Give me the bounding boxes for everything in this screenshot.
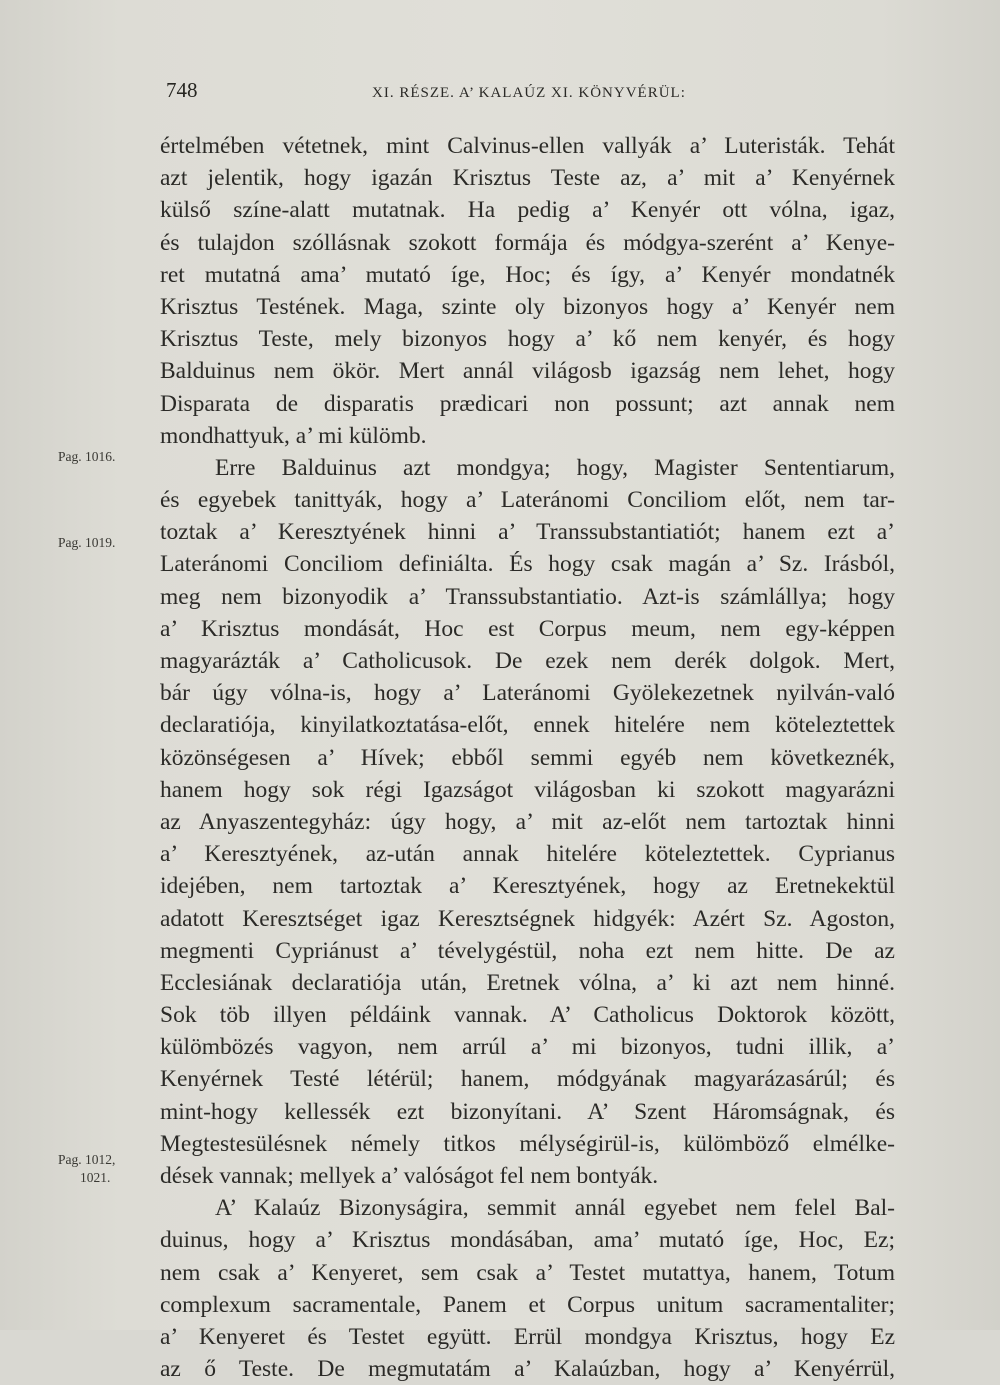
text-line: és tulajdon szóllásnak szokott formája és módgya-szerént a’ Kenye- xyxy=(160,229,895,256)
text-line: megmenti Cypriánust a’ tévelygéstül, noha ezt nem hitte. De az xyxy=(160,937,895,964)
text-line: Balduinus nem ökör. Mert annál világosb igazság nem lehet, hogy xyxy=(160,358,895,385)
margin-note-pag-1019 xyxy=(58,534,115,552)
text-line: mondhattyuk, a’ mi külömb. xyxy=(160,422,427,449)
text-line: a’ Krisztus mondását, Hoc est Corpus meum, nem egy-képpen xyxy=(160,615,895,642)
margin-note-text-cont: 1021. xyxy=(80,1170,111,1185)
margin-note-text: Pag. 1016. xyxy=(58,449,116,464)
text-line: bár úgy vólna-is, hogy a’ Lateránomi Gyölekezetnek nyilván-való xyxy=(160,680,895,707)
text-line: Krisztus Testének. Maga, szinte oly bizonyos hogy a’ Kenyér nem xyxy=(160,293,895,320)
text-line: Erre Balduinus azt mondgya; hogy, Magister Sententiarum, xyxy=(215,454,895,481)
margin-note-pag-1016 xyxy=(58,448,115,466)
text-line: a’ Kenyeret és Testet együtt. Errül mondgya Krisztus, hogy Ez xyxy=(160,1323,895,1350)
text-line: duinus, hogy a’ Krisztus mondásában, ama’ mutató íge, Hoc, Ez; xyxy=(160,1227,895,1254)
text-line: nem csak a’ Kenyeret, sem csak a’ Testet mutattya, hanem, Totum xyxy=(160,1259,895,1286)
text-line: idejében, nem tartoztak a’ Keresztyének, hogy az Eretnekektül xyxy=(160,873,895,900)
text-line: közönségesen a’ Hívek; ebből semmi egyéb nem következnék, xyxy=(160,744,895,771)
running-head xyxy=(166,78,896,108)
text-line: Disparata de disparatis prædicari non possunt; azt annak nem xyxy=(160,390,895,417)
text-line: Ecclesiának declaratiója után, Eretnek vólna, a’ ki azt nem hinné. xyxy=(160,969,895,996)
text-line: Megtestesülésnek némely titkos mélységirül-is, külömböző elmélke- xyxy=(160,1130,895,1157)
margin-note-text: Pag. 1019. xyxy=(58,535,116,550)
text-line: és egyebek tanittyák, hogy a’ Lateránomi Conciliom előt, nem tar- xyxy=(160,487,895,514)
text-line: mint-hogy kellessék ezt bizonyítani. A’ Szent Háromságnak, és xyxy=(160,1098,895,1125)
text-line: hanem hogy sok régi Igazságot világosban ki szokott magyarázni xyxy=(160,776,895,803)
text-line: Lateránomi Conciliom definiálta. És hogy csak magán a’ Sz. Irásból, xyxy=(160,551,895,578)
margin-note-pag-1012 xyxy=(58,1151,115,1187)
text-line: az Anyaszentegyház: úgy hogy, a’ mit az-előt nem tartoztak hinni xyxy=(160,808,895,835)
text-line: magyarázták a’ Catholicusok. De ezek nem derék dolgok. Mert, xyxy=(160,648,895,674)
text-line: dések vannak; mellyek a’ valóságot fel nem bontyák. xyxy=(160,1163,659,1189)
text-line: meg nem bizonyodik a’ Transsubstantiatio. Azt-is számlállya; hogy xyxy=(160,583,895,610)
text-line: a’ Keresztyének, az-után annak hitelére köteleztettek. Cyprianus xyxy=(160,841,895,868)
text-line: Krisztus Teste, mely bizonyos hogy a’ kő nem kenyér, és hogy xyxy=(160,326,895,353)
margin-note-text: Pag. 1012, xyxy=(58,1152,116,1167)
text-line: értelmében vétetnek, mint Calvinus-ellen vallyák a’ Luteristák. Tehát xyxy=(160,133,895,159)
text-line: Kenyérnek Testé létérül; hanem, módgyának magyarázasárúl; és xyxy=(160,1066,895,1093)
text-line: toztak a’ Keresztyének hinni a’ Transsubstantiatiót; hanem ezt a’ xyxy=(160,519,895,546)
text-line: adatott Keresztséget igaz Keresztségnek hidgyék: Azért Sz. Agoston, xyxy=(160,905,895,932)
text-line: Sok töb illyen példáink vannak. A’ Catholicus Doktorok között, xyxy=(160,1002,895,1029)
text-line: complexum sacramentale, Panem et Corpus unitum sacramentaliter; xyxy=(160,1291,895,1318)
page-number: 748 xyxy=(166,78,198,102)
text-line: ret mutatná ama’ mutató íge, Hoc; és így, a’ Kenyér mondatnék xyxy=(160,261,895,288)
body-text xyxy=(160,130,895,1385)
text-line: azt jelentik, hogy igazán Krisztus Teste az, a’ mit a’ Kenyérnek xyxy=(160,165,895,192)
text-line: declaratiója, kinyilatkoztatása-előt, ennek hitelére nem köteleztettek xyxy=(160,712,895,739)
text-line: külömbözés vagyon, nem arrúl a’ mi bizonyos, tudni illik, a’ xyxy=(160,1034,895,1061)
text-line: az ő Teste. De megmutatám a’ Kalaúzban, hogy a’ Kenyérrül, xyxy=(160,1356,895,1383)
running-title: XI. RÉSZE. A’ KALAÚZ XI. KÖNYVÉRÜL: xyxy=(372,85,686,101)
text-line: külső színe-alatt mutatnak. Ha pedig a’ Kenyér ott vólna, igaz, xyxy=(160,197,895,224)
text-line: A’ Kalaúz Bizonyságira, semmit annál egyebet nem felel Bal- xyxy=(215,1195,895,1222)
